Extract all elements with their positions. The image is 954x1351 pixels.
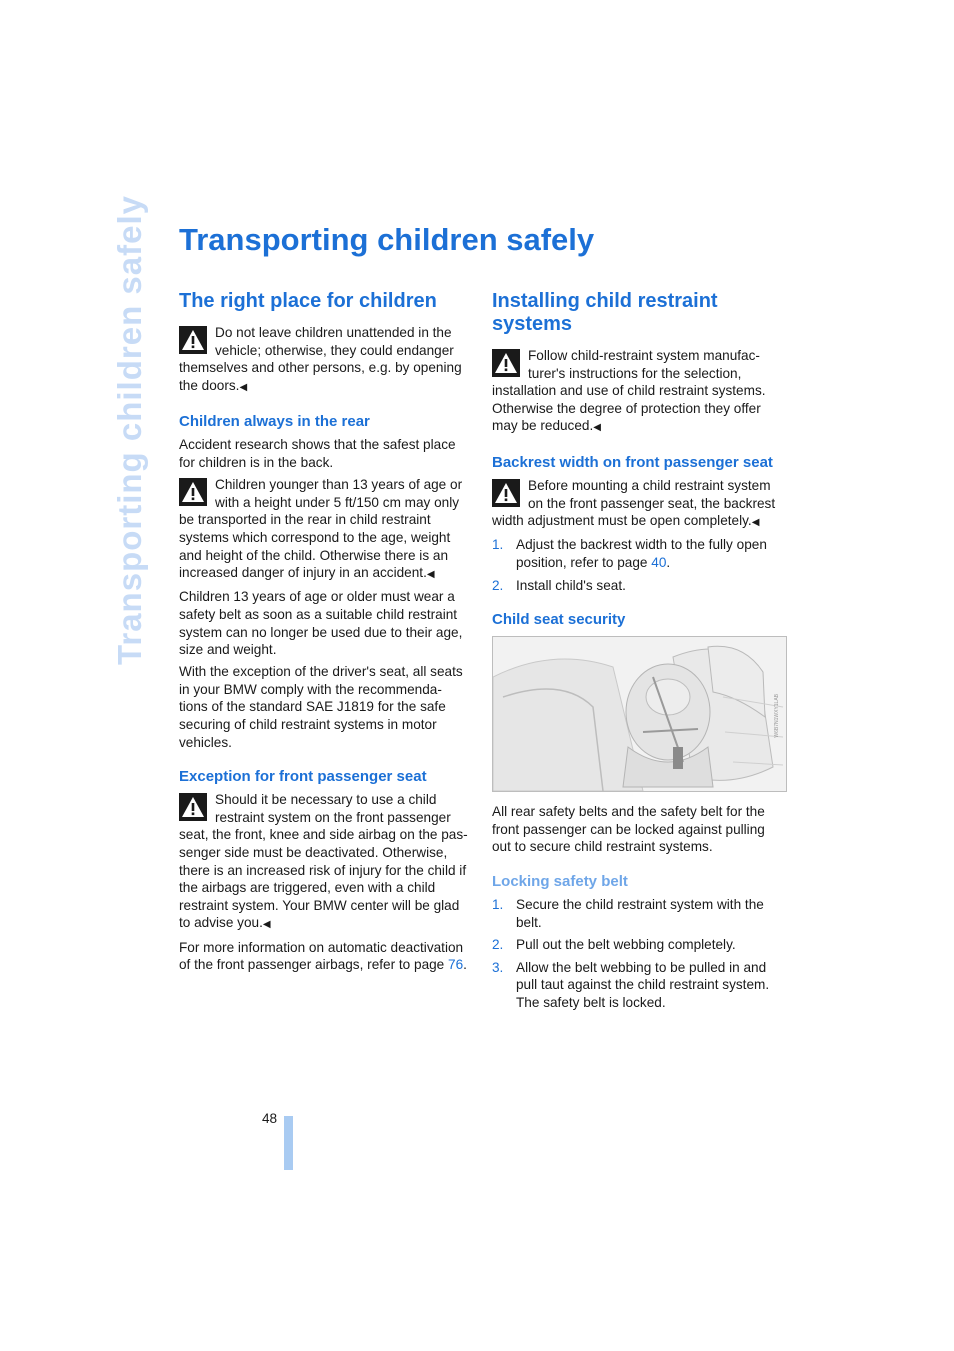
- steps-locking: [492, 896, 787, 1012]
- end-mark-icon: ◀: [239, 381, 248, 393]
- page-title: Transporting children safely: [179, 222, 595, 257]
- paragraph-more-info: [179, 939, 471, 974]
- heading-right-place: The right place for children: [179, 290, 437, 312]
- warning-text: Do not leave children unattended in the vehicle; otherwise, they could endanger themselves and other persons, e.g. by opening the doors.: [179, 325, 462, 393]
- list-item: [492, 896, 787, 931]
- paragraph-rear-belts: All rear safety belts and the safety belt for the front passenger can be locked against pulling out to secure child restraint systems.: [492, 804, 765, 855]
- step-text: Pull out the belt webbing completely.: [516, 937, 736, 953]
- step-number: 1.: [492, 896, 504, 912]
- warning-unattended: [179, 324, 471, 396]
- page-link-40[interactable]: 40: [651, 554, 667, 570]
- end-mark-icon: ◀: [751, 517, 760, 529]
- side-tab: [106, 195, 154, 665]
- step-number: 2.: [492, 937, 504, 953]
- heading-backrest-width: Backrest width on front passenger seat: [492, 453, 773, 471]
- list-item: [492, 577, 787, 595]
- more-info-text: For more information on automatic deactivation of the front passenger airbags, refer to page: [179, 939, 464, 973]
- heading-exception-front: Exception for front passenger seat: [179, 768, 427, 786]
- step-text: Secure the child restraint system with the belt.: [516, 896, 764, 930]
- step-number: 3.: [492, 959, 504, 975]
- page-link-76[interactable]: 76: [448, 957, 464, 973]
- page-number: 48: [262, 1111, 278, 1126]
- step-text: Allow the belt webbing to be pulled in and pull taut against the child restraint system. The safety belt is locked.: [516, 959, 770, 1010]
- child-seat-illustration: [492, 636, 787, 792]
- figure-code: W6B7N1WXY1LAB: [774, 694, 781, 738]
- step-number: 1.: [492, 537, 504, 553]
- heading-children-rear: Children always in the rear: [179, 413, 370, 431]
- list-item: [492, 959, 787, 1012]
- paragraph-safest-place: Accident research shows that the safest place for children is in the back.: [179, 437, 456, 470]
- step-number: 2.: [492, 577, 504, 593]
- warning-triangle-icon: [492, 479, 520, 507]
- warning-age-height: [179, 476, 471, 584]
- heading-child-seat-security: Child seat security: [492, 611, 626, 629]
- list-item: [492, 536, 787, 571]
- page-marker-bar: [284, 1116, 293, 1170]
- warning-text: Children younger than 13 years of age or with a height under 5 ft/150 cm may only be transported in the rear in child restraint systems which correspond to the age, weight and height of the child. Otherwise there is an increased danger of injury in an accident.: [179, 477, 463, 581]
- heading-installing: Installing child restraint systems: [492, 290, 718, 335]
- paragraph-13-years: Children 13 years of age or older must wear a safety belt as soon as a suitable child restraint system can no longer be used due to their age, size and weight.: [179, 589, 463, 658]
- end-mark-icon: ◀: [426, 569, 435, 581]
- heading-locking-belt: Locking safety belt: [492, 872, 628, 890]
- right-column: [492, 290, 787, 1016]
- list-item: [492, 936, 787, 954]
- end-mark-icon: ◀: [262, 919, 271, 931]
- step-text: Install child's seat.: [516, 577, 626, 593]
- paragraph-sae-j1819: With the exception of the driver's seat, all seats in your BMW comply with the recommenda- tions of the standard SAE J1819 for the safe securing of child restraint systems in motor vehicles.: [179, 664, 463, 750]
- warning-triangle-icon: [179, 478, 207, 506]
- child-seat-drawing: [493, 637, 786, 791]
- warning-backrest: [492, 477, 787, 532]
- warning-triangle-icon: [179, 793, 207, 821]
- warning-text: Before mounting a child restraint system on the front passenger seat, the backrest width adjustment must be open completely.: [492, 477, 776, 529]
- warning-manufacturer: [492, 347, 787, 437]
- steps-backrest: [492, 536, 787, 594]
- warning-text: Follow child-restraint system manufac- turer's instructions for the selection, installation and use of child restraint systems. Otherwise the degree of protection they offer may be reduced.: [492, 348, 766, 434]
- warning-triangle-icon: [492, 349, 520, 377]
- step-end: .: [666, 554, 671, 570]
- side-tab-label: Transporting children safely: [111, 195, 149, 665]
- end-mark-icon: ◀: [593, 422, 601, 434]
- warning-airbag: [179, 791, 471, 934]
- warning-text: Should it be necessary to use a child restraint system on the front passenger seat, the front, knee and side airbag on the pas- senger side must be deactivated. Otherwise, there is an increased risk of injury for the child if the airbags are triggered, even with a child restraint system. Your BMW center will be glad to advise you.: [179, 792, 468, 931]
- more-info-end: .: [463, 957, 467, 973]
- step-text: Adjust the backrest width to the fully open position, refer to page: [516, 537, 767, 570]
- warning-triangle-icon: [179, 326, 207, 354]
- left-column: [179, 290, 471, 978]
